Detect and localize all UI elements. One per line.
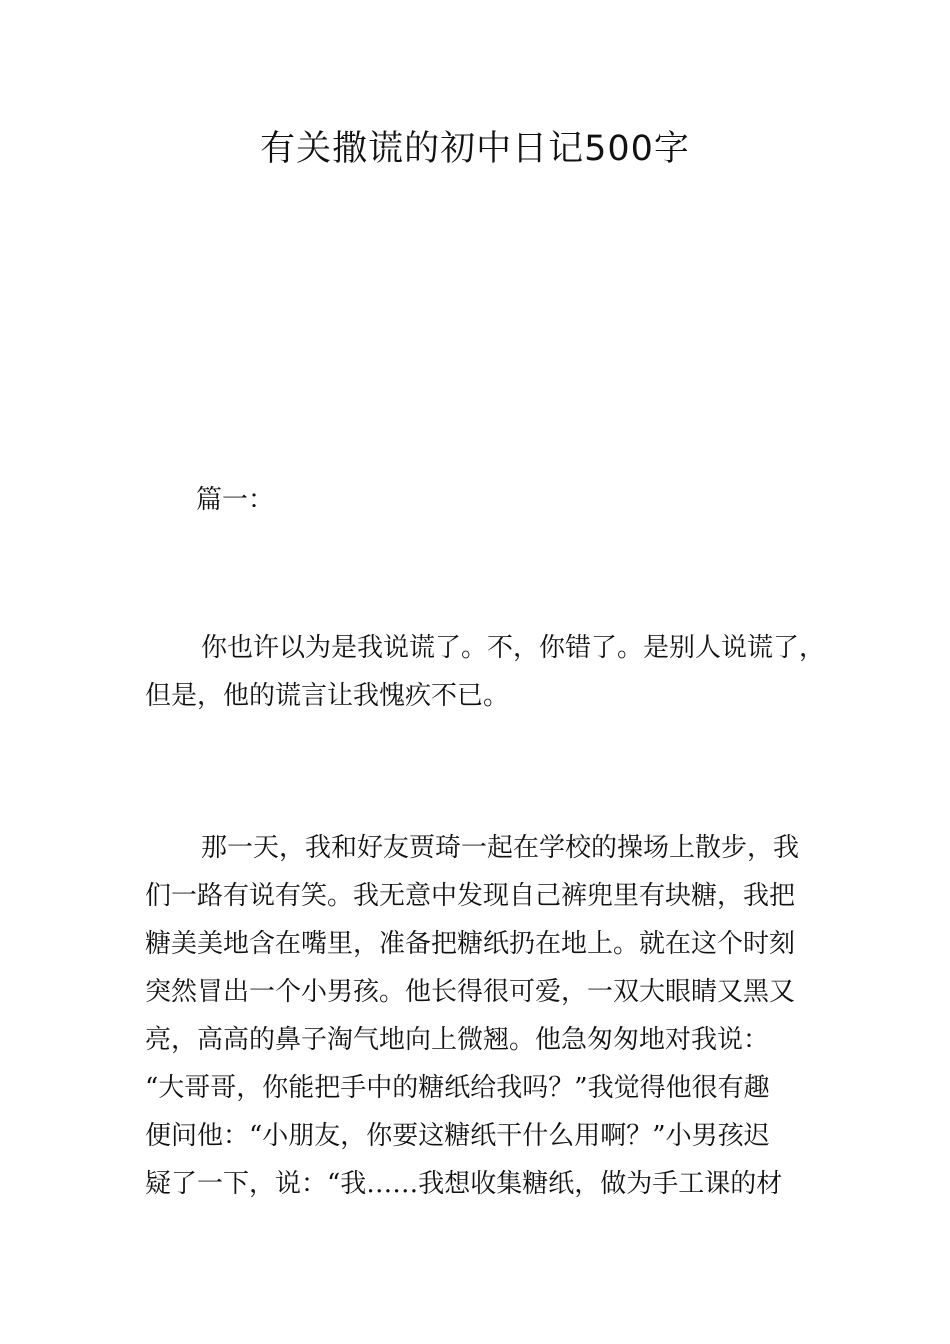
paragraph-line: 那一天，我和好友贾琦一起在学校的操场上散步，我: [201, 833, 800, 863]
paragraph-line: 突然冒出一个小男孩。他长得很可爱，一双大眼睛又黑又: [145, 977, 796, 1007]
paragraph-line: “大哥哥，你能把手中的糖纸给我吗？”我觉得他很有趣: [145, 1073, 770, 1103]
paragraph-line: 糖美美地含在嘴里，准备把糖纸扔在地上。就在这个时刻: [145, 929, 796, 959]
paragraph-line: 亮，高高的鼻子淘气地向上微翘。他急匆匆地对我说：: [145, 1025, 770, 1055]
section-heading: 篇一：: [196, 485, 275, 515]
paragraph-line: 但是，他的谎言让我愧疚不已。: [145, 681, 510, 711]
paragraph-2: [145, 824, 815, 1208]
paragraph-1: [145, 624, 826, 720]
paragraph-line: 们一路有说有笑。我无意中发现自己裤兜里有块糖，我把: [145, 881, 796, 911]
document-title: 有关撒谎的初中日记500字: [260, 129, 690, 169]
paragraph-line: 便问他：“小朋友，你要这糖纸干什么用啊？”小男孩迟: [145, 1121, 770, 1151]
paragraph-line: 你也许以为是我说谎了。不，你错了。是别人说谎了，: [201, 633, 826, 663]
paragraph-line: 疑了一下，说：“我……我想收集糖纸，做为手工课的材: [145, 1169, 783, 1199]
